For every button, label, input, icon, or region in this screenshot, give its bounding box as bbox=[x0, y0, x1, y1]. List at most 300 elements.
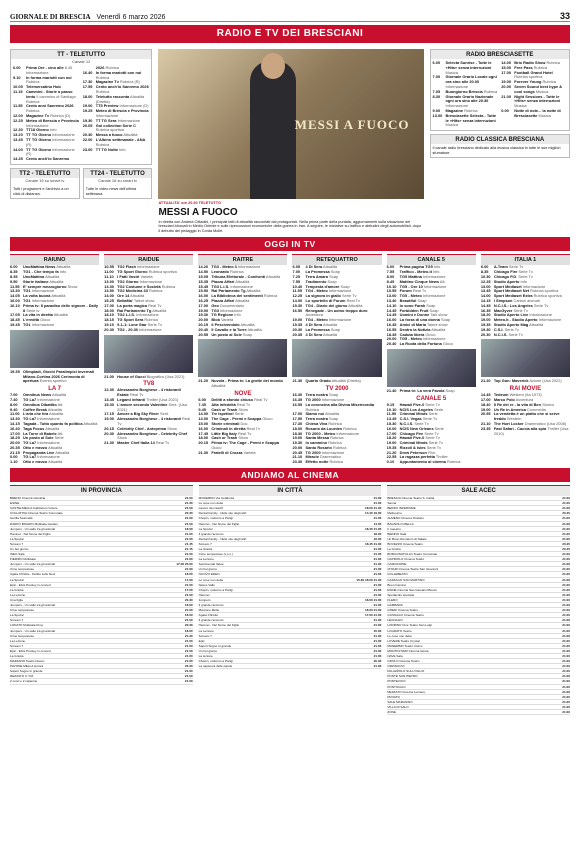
schedule-genre: Informazione bbox=[336, 430, 359, 436]
schedule-genre: Informazione bbox=[31, 297, 55, 303]
schedule-time: 18.00 bbox=[292, 425, 303, 431]
cinema-times: 21.00 bbox=[184, 592, 193, 597]
schedule-genre: Rubrica bbox=[533, 64, 548, 70]
cinema-title: ANDIAMO AL CINEMA bbox=[10, 468, 570, 482]
schedule-time: 13.45 bbox=[13, 136, 23, 142]
schedule-text bbox=[305, 333, 337, 338]
schedule-title: Criminal Minds bbox=[399, 440, 428, 446]
tt2-title: TT2 - TELETUTTO bbox=[11, 169, 79, 178]
schedule-title: Prima Ore - cino alle bbox=[26, 65, 64, 70]
cinema-times: 21.00 bbox=[184, 536, 193, 541]
cinema-times: 21.00 bbox=[562, 689, 570, 694]
program-still bbox=[10, 330, 99, 368]
schedule-time: 8.00 bbox=[386, 273, 395, 279]
schedule-time: 15.45 bbox=[198, 283, 209, 289]
cinema-times: 21.00 bbox=[562, 674, 570, 679]
schedule-time: 7.55 bbox=[386, 269, 395, 275]
cinema-times: 21.00 bbox=[184, 674, 193, 679]
cinema-entry: Jumpers bbox=[198, 597, 211, 602]
schedule-title: 4 Di Sera bbox=[305, 331, 323, 337]
cinema-entry: La Grazia bbox=[10, 587, 24, 592]
schedule-genre: Attualità bbox=[240, 321, 255, 327]
schedule-title: Leonardo bbox=[211, 269, 230, 275]
schedule-genre: Show bbox=[167, 425, 177, 431]
schedule-title: TG3 bbox=[211, 307, 219, 313]
schedule-time: 13.30 bbox=[10, 288, 20, 294]
schedule-time: 11.00 bbox=[104, 269, 114, 275]
schedule-time: 18.45 bbox=[386, 331, 397, 337]
schedule-time: 18.45 bbox=[10, 317, 20, 323]
schedule-genre: Serie Tv bbox=[425, 401, 440, 407]
schedule-time: 14.00 bbox=[501, 60, 512, 65]
schedule-genre: Attualità bbox=[211, 383, 226, 389]
schedule-title: TG5 - Meteo bbox=[399, 293, 422, 299]
schedule-genre: Film bbox=[428, 449, 436, 455]
schedule-time: 20.40 bbox=[386, 341, 397, 347]
cinema-entry: ESINE Cinema San Giovanni Bosco bbox=[387, 587, 438, 592]
radio-bs-schedule-2 bbox=[501, 61, 567, 128]
schedule-genre: Commedia bbox=[527, 406, 546, 412]
cinema-entry: LODRINO Cine Teatro San Luigi bbox=[387, 623, 432, 628]
schedule-genre: Thriller (Usa 2021) bbox=[146, 396, 179, 402]
schedule-title: La ragazza perfetta bbox=[399, 454, 435, 460]
schedule-item bbox=[387, 389, 476, 394]
feature-headline: MESSI A FUOCO bbox=[158, 206, 238, 218]
schedule-item bbox=[501, 109, 567, 119]
schedule-time: 16.50 bbox=[292, 307, 303, 313]
schedule-genre: Attualità bbox=[45, 273, 60, 279]
schedule-title: Selecta Sunrise - Tutte le «Hits» senza interruzioni bbox=[445, 60, 492, 70]
schedule-item bbox=[501, 95, 567, 109]
cinema-entry: VILLA DI SALO bbox=[387, 704, 409, 709]
schedule-genre: Info bbox=[119, 146, 126, 152]
schedule-title: Nuvola - Prima tv: La grotte del mondo bbox=[211, 378, 283, 384]
schedule-genre: Drammatico (Usa 2008) bbox=[524, 420, 567, 426]
tv-grid bbox=[10, 254, 570, 465]
schedule-title: TT TG Giorno bbox=[26, 132, 52, 138]
program-still bbox=[292, 339, 381, 377]
schedule-genre: Soap bbox=[429, 307, 439, 313]
schedule-title: Taga Focus bbox=[23, 425, 45, 431]
schedule-item bbox=[198, 379, 287, 389]
schedule-genre: Attualità bbox=[83, 420, 98, 426]
schedule-time: 11.00 bbox=[10, 411, 20, 417]
cinema-entry: PONTEVICO bbox=[387, 679, 406, 684]
schedule-genre: Soap bbox=[329, 273, 339, 279]
schedule-title: TG 2000 bbox=[305, 449, 321, 455]
schedule-genre: Serie Tv bbox=[428, 440, 444, 446]
schedule-time: 13.20 bbox=[13, 132, 23, 138]
cinema-times: 21.00 bbox=[184, 638, 193, 643]
schedule-item bbox=[10, 323, 99, 328]
cinema-times: 21.00 bbox=[562, 648, 570, 653]
cinema-entry: Chopin, notturno a Parigi bbox=[198, 659, 233, 664]
cinema-times: 21.00 bbox=[373, 587, 382, 592]
schedule-time: 17.00 bbox=[292, 411, 303, 417]
schedule-genre: Gioco bbox=[442, 341, 454, 347]
schedule-genre: Attualità (Diretta) bbox=[95, 93, 145, 104]
schedule-genre: Informazione bbox=[328, 317, 352, 323]
cinema-times: 21.00 bbox=[562, 653, 570, 658]
schedule-genre: Informazione bbox=[117, 117, 141, 123]
cinema-times: 21.00 bbox=[184, 567, 193, 572]
secondary-schedule bbox=[198, 398, 287, 456]
secondary-schedule bbox=[481, 393, 570, 436]
schedule-time: 15.30 bbox=[292, 302, 303, 308]
cinema-times: 18.00 21.00 bbox=[364, 506, 382, 511]
schedule-genre: Real Tv bbox=[237, 430, 252, 436]
cinema-times: 21.00 bbox=[184, 506, 193, 511]
cinema-entry: Un bel giorno bbox=[198, 648, 218, 653]
schedule-genre: Att. bbox=[439, 278, 446, 284]
schedule-title: La vita in diretta bbox=[23, 312, 53, 318]
schedule-title: I Simpson bbox=[493, 297, 513, 303]
schedule-title: C.S.I. bbox=[493, 326, 504, 332]
schedule-time: 21.30 bbox=[104, 440, 114, 446]
schedule-genre: Evento sportivo bbox=[39, 378, 67, 384]
schedule-genre: Informazione bbox=[37, 440, 60, 446]
schedule-title: TG4 - Meteo bbox=[305, 317, 328, 323]
schedule-time: 20.15 bbox=[104, 425, 114, 431]
schedule-time: 20.30 bbox=[82, 132, 93, 138]
schedule-title: N.C.I.S. bbox=[399, 420, 414, 426]
schedule-genre: Info bbox=[59, 269, 67, 275]
schedule-text bbox=[446, 95, 499, 109]
schedule-time: 13.45 bbox=[386, 416, 397, 422]
schedule-genre: Real Tv bbox=[148, 302, 162, 308]
schedule-item bbox=[13, 157, 80, 162]
secondary-channel-name: RAI MOVIE bbox=[509, 386, 542, 393]
evening-schedule bbox=[198, 379, 287, 389]
schedule-text bbox=[23, 323, 54, 328]
schedule-title: TG1 - Che tempo fa bbox=[23, 269, 59, 275]
schedule-title: La Torre di Babele bbox=[23, 430, 57, 436]
cinema-entry: Melbourne bbox=[387, 511, 402, 516]
cinema-entry: Sapori Sogno in grande bbox=[198, 643, 232, 648]
cinema-times: 21.00 bbox=[184, 653, 193, 658]
schedule-genre: Real Tv bbox=[412, 288, 427, 294]
schedule-genre: Soap bbox=[445, 387, 455, 393]
schedule-time: 10.55 bbox=[104, 264, 114, 270]
schedule-time: 19.35 bbox=[10, 368, 20, 374]
secondary-channel-name: CANALE 5 bbox=[416, 395, 447, 402]
cinema-entry: La Lezione bbox=[198, 628, 214, 633]
schedule-title: In forma mariotti con noi bbox=[95, 69, 142, 75]
schedule-title: Studio Aperto Mag bbox=[493, 321, 529, 327]
channel-column bbox=[104, 254, 193, 465]
schedule-genre: Informazione bbox=[220, 307, 243, 313]
schedule-item bbox=[387, 460, 476, 465]
schedule-genre: Rubrica sportiva bbox=[95, 127, 124, 133]
cinema-times: 15.30 18.00 21.00 bbox=[356, 577, 382, 582]
program-still bbox=[198, 339, 287, 377]
schedule-title: TG4 - Meteo bbox=[305, 288, 328, 294]
cinema-times: 21.00 bbox=[373, 633, 382, 638]
cinema-entry: MAZZANO Teatro Nuovo bbox=[10, 659, 45, 664]
cinema-times: 18.30 21.00 bbox=[364, 608, 382, 613]
schedule-time: 13.00 bbox=[432, 112, 443, 118]
cinema-times: 21.00 bbox=[562, 521, 570, 526]
cinema-provincia-title: IN PROVINCIA bbox=[10, 485, 193, 496]
schedule-text bbox=[26, 90, 80, 104]
teletutto-box bbox=[10, 49, 152, 165]
cinema-entry: 2 cuori e 2 capanne bbox=[10, 679, 38, 684]
schedule-time: 21.30 bbox=[292, 378, 303, 384]
schedule-genre: Thriller (Usa 2010) bbox=[493, 425, 569, 436]
schedule-title: Drew Peterson bbox=[399, 449, 427, 455]
schedule-time: 6.00 bbox=[480, 264, 489, 270]
schedule-time: 10.40 bbox=[292, 283, 303, 289]
schedule-time: 14.05 bbox=[10, 293, 20, 299]
schedule-time: 11.55 bbox=[13, 103, 23, 109]
schedule-time: 9.50 bbox=[10, 278, 18, 284]
schedule-time: 20.30 bbox=[292, 326, 303, 332]
tt24-sub: Canale 16 su smart tv bbox=[98, 177, 138, 183]
cinema-entry: LEGNAGO bbox=[387, 618, 403, 623]
schedule-genre: Real Tv bbox=[236, 401, 251, 407]
schedule-genre: Informazione bbox=[423, 273, 446, 279]
schedule-time: 10.10 bbox=[386, 406, 397, 412]
schedule-genre: Rubrica bbox=[95, 141, 110, 147]
schedule-genre: Serie Tv bbox=[424, 430, 439, 436]
cinema-times: 21.00 bbox=[562, 506, 570, 511]
channel-schedule bbox=[10, 265, 99, 327]
schedule-genre: Attualità bbox=[51, 392, 67, 398]
schedule-title: 4 Di Sera bbox=[305, 264, 323, 270]
cinema-times: 21.00 bbox=[184, 582, 193, 587]
cinema-entry: PONTE SAN PIETRO bbox=[387, 674, 418, 679]
schedule-genre: Info bbox=[234, 312, 241, 318]
cinema-times: 21.00 bbox=[562, 582, 570, 587]
cinema-times: 21.00 bbox=[562, 531, 570, 536]
schedule-time: 19.30 bbox=[82, 117, 93, 123]
schedule-genre: Sent. bbox=[159, 411, 170, 417]
cinema-times: 21.00 bbox=[373, 572, 382, 577]
schedule-time: 16.00 bbox=[10, 297, 20, 303]
schedule-time: 20.05 bbox=[82, 122, 93, 128]
schedule-title: TG2 L.I.S. bbox=[117, 312, 136, 318]
schedule-genre: Informazione bbox=[26, 122, 49, 128]
schedule-title: La Promessa bbox=[305, 269, 330, 275]
publication-date: Venerdì 6 marzo 2026 bbox=[96, 14, 166, 21]
schedule-title: Alessandro Borghese - 4 ristoranti bbox=[117, 416, 181, 422]
schedule-title: TT TG Giorno bbox=[26, 136, 52, 142]
presenter-figure bbox=[250, 61, 296, 199]
schedule-genre: Serie Tv bbox=[414, 420, 429, 426]
schedule-time: 11.10 bbox=[104, 273, 114, 279]
schedule-title: N.C.I.S.: Los Angeles bbox=[493, 302, 533, 308]
cinema-entry: ROVATO bbox=[387, 694, 400, 699]
cinema-times: 20.45 bbox=[562, 547, 570, 552]
schedule-time: 20.30 bbox=[480, 331, 491, 337]
schedule-time: 19.00 bbox=[501, 79, 512, 85]
schedule-time: 21.40 bbox=[386, 387, 397, 393]
schedule-title: TG 2000 - Meteo bbox=[305, 430, 336, 436]
schedule-time: 16.35 bbox=[480, 307, 491, 313]
schedule-time: 20.45 bbox=[292, 449, 303, 455]
cinema-entry: Hamnet bbox=[198, 592, 210, 597]
schedule-time: 19.35 bbox=[480, 321, 491, 327]
schedule-title: House of Gucci bbox=[117, 373, 146, 379]
schedule-time: 13.50 bbox=[104, 288, 114, 294]
schedule-genre: Show bbox=[117, 435, 127, 441]
schedule-time: 15.50 bbox=[198, 288, 209, 294]
secondary-schedule bbox=[292, 393, 381, 465]
channel-name: RETEQUATTRO bbox=[292, 254, 381, 265]
schedule-title: Forbidden Fruit bbox=[399, 307, 429, 313]
schedule-time: 8.45 bbox=[386, 278, 395, 284]
schedule-genre: Attualità (Diretta) bbox=[331, 378, 361, 384]
schedule-time: 23.30 bbox=[292, 459, 303, 465]
schedule-time: 14.20 bbox=[198, 264, 209, 270]
schedule-title: TG2 - 20.30 bbox=[117, 326, 138, 332]
schedule-genre: Informazione (D) bbox=[119, 103, 149, 109]
schedule-genre: Informazione bbox=[321, 449, 345, 455]
schedule-genre: Biografico (Usa 2021) bbox=[146, 373, 185, 379]
schedule-title: Bresciasette Selecta - Tutte le «Hits» senza interruzioni bbox=[445, 112, 497, 123]
schedule-genre: Attualità bbox=[323, 321, 338, 327]
cinema-times: 17.00 bbox=[184, 587, 193, 592]
schedule-title: Rai Parlamento Tg bbox=[117, 307, 152, 313]
schedule-time: 17.15 bbox=[104, 411, 114, 417]
schedule-genre: Soap bbox=[329, 416, 339, 422]
cinema-times: 21.00 bbox=[373, 618, 382, 623]
schedule-genre: Info bbox=[50, 127, 57, 133]
schedule-title: La Biblioteca dei sentimenti bbox=[211, 293, 263, 299]
cinema-times: 16.00 bbox=[373, 536, 382, 541]
schedule-genre: Rubrica bbox=[26, 79, 40, 85]
schedule-item bbox=[433, 114, 499, 128]
cinema-times: 21.00 bbox=[562, 577, 570, 582]
schedule-time: 18.20 bbox=[480, 312, 491, 318]
cinema-entry: Epic - Elvis Presley in concert bbox=[10, 582, 51, 587]
schedule-item bbox=[104, 375, 193, 380]
cinema-times: 21.00 bbox=[373, 643, 382, 648]
schedule-time: 19.00 bbox=[292, 435, 303, 441]
channel-column bbox=[10, 254, 99, 465]
schedule-title: The Cage - Premi e Scappa bbox=[211, 416, 262, 422]
secondary-channel-name: LA 7 bbox=[48, 386, 61, 393]
schedule-time: 14.10 bbox=[386, 302, 397, 308]
secondary-schedule bbox=[387, 403, 476, 465]
schedule-genre: Informazione bbox=[423, 293, 446, 299]
schedule-text bbox=[514, 109, 567, 119]
schedule-genre: Avventura bbox=[305, 312, 323, 318]
schedule-time: 17.00 bbox=[480, 396, 491, 402]
schedule-title: Chicago Fire bbox=[399, 430, 424, 436]
schedule-genre: Informazione bbox=[31, 321, 55, 327]
schedule-time: 14.00 bbox=[13, 146, 23, 152]
schedule-genre: Real Tv bbox=[129, 392, 144, 398]
schedule-item bbox=[10, 460, 99, 465]
evening-schedule bbox=[387, 389, 476, 394]
schedule-title: BellaMa' bbox=[117, 297, 133, 303]
channel-schedule bbox=[104, 265, 193, 332]
schedule-genre: Informazione bbox=[137, 264, 160, 270]
schedule-genre: Informazione bbox=[136, 312, 159, 318]
schedule-time: 17.00 bbox=[10, 430, 20, 436]
cinema-entry: ODOLO Cinema Teatro bbox=[387, 659, 420, 664]
cinema-times: 21.00 bbox=[562, 710, 570, 715]
schedule-genre: Serie Tv bbox=[147, 321, 163, 327]
schedule-time: 19.10 bbox=[104, 321, 114, 327]
schedule-time: 21.10 bbox=[480, 420, 491, 426]
cinema-times: 21.00 bbox=[184, 516, 193, 521]
cinema-entry: Le cose non dette bbox=[198, 577, 224, 582]
feature-body: In diretta con Andrea Cittadini, i principali fatti di attualità raccontati dai protagonisti. Nella prima parte della puntata, aggiornamenti sulla situazione dei bresciani bloccati in Medio Oriente e sulle ripercussioni economiche della guerra in Iran. A seguire, le iniziative su traffico e abitudini degli automobilisti, dopo il debutto del pedaggio in Corda Molle. bbox=[158, 219, 422, 233]
schedule-genre: Serie Tv bbox=[518, 269, 533, 275]
schedule-title: Santa Messa bbox=[305, 435, 330, 441]
schedule-genre: Rubrica bbox=[148, 288, 163, 294]
schedule-genre: Talent show bbox=[133, 297, 155, 303]
cinema-times: 18.45 21.00 bbox=[364, 541, 382, 546]
cinema-entry: Il grande racconto bbox=[198, 603, 224, 608]
schedule-time: 19.00 bbox=[104, 416, 114, 422]
schedule-title: Alta infedeltà bbox=[211, 401, 236, 407]
cinema-times: 21.00 bbox=[562, 562, 570, 567]
schedule-time: 15.30 bbox=[386, 420, 397, 426]
page-header bbox=[10, 0, 570, 22]
schedule-genre: Informazione bbox=[328, 288, 352, 294]
schedule-genre: Informazione bbox=[31, 288, 55, 294]
schedule-genre: Attualità bbox=[53, 312, 68, 318]
schedule-genre: Rubrica bbox=[105, 65, 119, 70]
cinema-entry: La Grazia bbox=[198, 547, 213, 552]
schedule-genre: Informazione bbox=[37, 454, 60, 460]
cinema-entry: GAMBARA bbox=[387, 603, 403, 608]
schedule-title: Seven Sound best hype & cool songs bbox=[514, 83, 563, 94]
cinema-times: 21.00 bbox=[562, 516, 570, 521]
schedule-title: Prima tv: Il paradiso delle signore - Daily 8 bbox=[23, 302, 99, 313]
cinema-entry: Cime tempestose bbox=[10, 567, 35, 572]
radio-classica-desc: Il canale radio bresciano dedicato alla musica classica in tutte le sue migliori sfumature. bbox=[432, 146, 561, 155]
schedule-time: 18.10 bbox=[104, 312, 114, 318]
schedule-time: 7.05 bbox=[432, 88, 441, 94]
schedule-time: 12.30 bbox=[104, 387, 114, 393]
teletutto-title: TT - TELETUTTO bbox=[11, 50, 151, 59]
schedule-time: 17.00 bbox=[386, 430, 397, 436]
cinema-times: 20.30 bbox=[184, 597, 193, 602]
schedule-genre: Talk show bbox=[430, 312, 448, 318]
cinema-times: 21.00 bbox=[184, 669, 193, 674]
schedule-time: 8.35 bbox=[10, 273, 18, 279]
schedule-title: Coffee Break bbox=[23, 406, 48, 412]
schedule-genre: Avventura bbox=[515, 396, 534, 402]
schedule-title: The Hurt Locker bbox=[493, 420, 524, 426]
cinema-entry: Un Buon Romanzo di Natale bbox=[387, 536, 427, 541]
schedule-time: 13.30 bbox=[10, 416, 20, 422]
schedule-genre: Informazione bbox=[37, 416, 60, 422]
channel-schedule bbox=[292, 265, 381, 337]
cinema-times: 21.00 bbox=[184, 608, 193, 613]
cinema-times: 21.15 bbox=[184, 547, 193, 552]
schedule-genre: Attualità bbox=[152, 307, 167, 313]
schedule-genre: Documentario bbox=[220, 302, 245, 308]
tt24-desc: Tutte le video news dell'ultima settimana. bbox=[85, 186, 137, 196]
secondary-schedule bbox=[104, 388, 193, 446]
cinema-times: 21.30 bbox=[184, 633, 193, 638]
schedule-time: 16.55 bbox=[386, 326, 397, 332]
schedule-genre: Informazione bbox=[445, 83, 469, 89]
schedule-title: TT18 Giorno bbox=[26, 127, 49, 133]
cinema-times: 21.00 bbox=[562, 536, 570, 541]
schedule-time: 22.55 bbox=[386, 454, 397, 460]
cinema-times: 21.00 bbox=[373, 653, 382, 658]
schedule-genre: Rubrica bbox=[328, 440, 342, 446]
schedule-item bbox=[481, 333, 570, 338]
schedule-item bbox=[10, 370, 99, 384]
schedule-time: 13.45 bbox=[104, 396, 114, 402]
